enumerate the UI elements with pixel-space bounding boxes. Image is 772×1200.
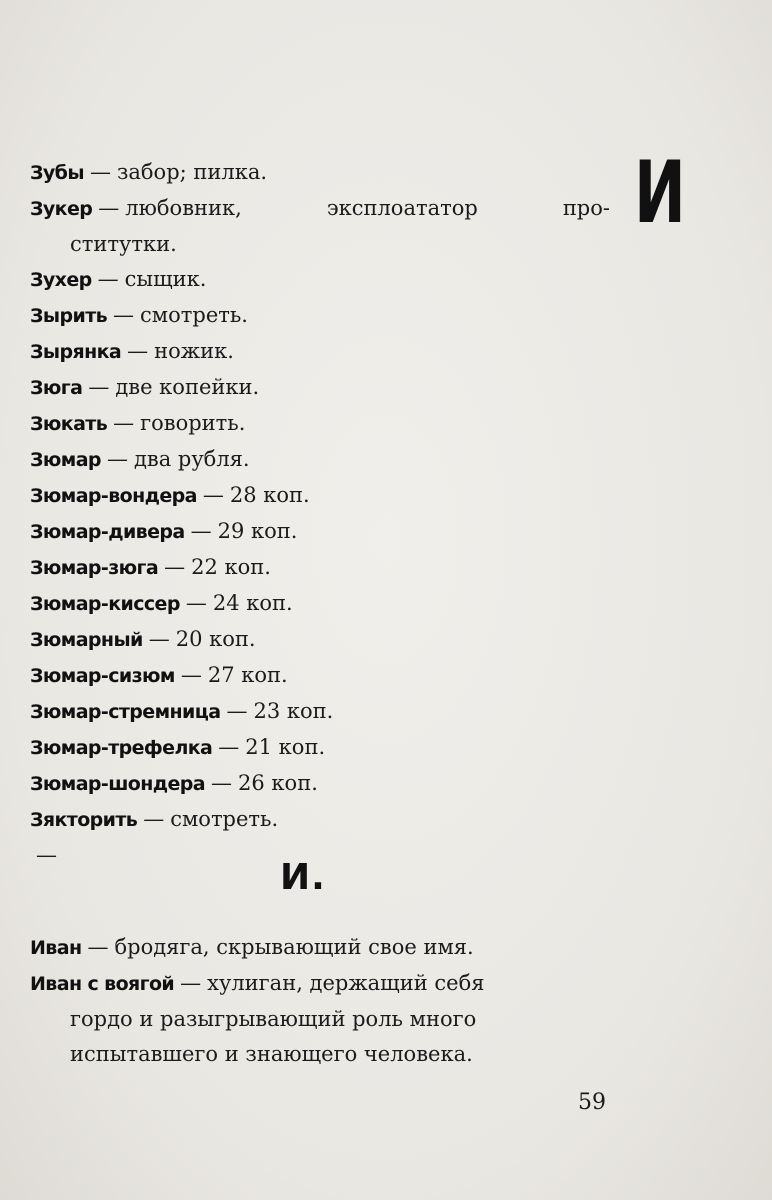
entry-term: Зюкать [30,413,108,435]
entry-term: Зюмар-трефелка [30,737,213,759]
entry-term: Зырить [30,305,108,327]
entry-dash: — [87,935,109,959]
page-number: 59 [578,1090,606,1115]
entry-definition-continued: гордо и разыгрывающий роль много [70,1007,477,1031]
entry-term: Зюмар-вондера [30,485,197,507]
entry-definition: смотреть. [170,807,279,831]
dictionary-entry [30,550,610,586]
entry-term: Зухер [30,269,92,291]
entry-definition: 23 коп. [253,699,334,723]
entry-term: Зякторить [30,809,138,831]
entry-dash: — [143,807,165,831]
dictionary-entries-i [30,930,610,1072]
entry-dash: — [211,771,233,795]
dictionary-entry [30,622,610,658]
entry-term: Зюмар-шондера [30,773,206,795]
entry-definition: 29 коп. [217,519,298,543]
entry-definition: 27 коп. [207,663,288,687]
entry-dash: — [127,339,149,363]
entry-term: Зубы [30,162,84,184]
entry-dash: — [185,591,207,615]
dictionary-entry [30,966,610,1072]
dictionary-entry [30,155,610,191]
section-heading: И. [280,857,326,898]
entry-definition: 20 коп. [175,627,256,651]
entry-definition: два рубля. [133,447,250,471]
entry-dash: — [106,447,128,471]
entry-definition: 24 коп. [212,591,293,615]
entry-dash: — [36,843,57,867]
dictionary-entry [30,658,610,694]
entry-definition: забор; пилка. [116,160,268,184]
dictionary-entry [30,930,610,966]
dictionary-entry [30,406,610,442]
entry-definition: две копейки. [115,375,260,399]
entry-dash: — [226,699,248,723]
entry-dash: — [113,411,135,435]
entry-term: Иван с воягой [30,973,175,995]
dictionary-entry [30,262,610,298]
thumb-index-letter: И [634,143,686,243]
entry-term: Иван [30,937,82,959]
entry-term: Зюга [30,377,83,399]
entry-definition: смотреть. [140,303,248,327]
entry-dash: — [202,483,224,507]
dictionary-entry [30,298,610,334]
entry-dash: — [88,375,110,399]
entry-definition-continued: испытавшего и знающего человека. [70,1042,473,1066]
entry-term: Зюмарный [30,629,143,651]
entry-dash: — [180,971,202,995]
dictionary-entry [30,191,610,262]
entry-term: Зырянка [30,341,122,363]
dictionary-entries-z [30,155,610,874]
entry-dash: — [98,196,120,220]
dictionary-entry [30,334,610,370]
entry-definition: 21 коп. [245,735,326,759]
entry-definition: говорить. [140,411,246,435]
entry-dash: — [218,735,240,759]
dictionary-entry [30,586,610,622]
entry-term: Зюмар-зюга [30,557,159,579]
entry-first-line [30,191,610,227]
entry-dash: — [190,519,212,543]
entry-definition: ножик. [154,339,234,363]
entry-term: Зюмар-сизюм [30,665,175,687]
entry-definition: 26 коп. [238,771,318,795]
entry-definition: 22 коп. [191,555,271,579]
dictionary-entry [30,694,610,730]
entry-definition: бродяга, скрывающий свое имя. [114,935,474,959]
entry-definition: любовник, [125,196,242,220]
entry-term: Зюмар-стремница [30,701,221,723]
dictionary-entry [30,766,610,802]
entry-term: Зюмар [30,449,101,471]
dictionary-entry [30,442,610,478]
dictionary-entry [30,730,610,766]
dictionary-entry [30,370,610,406]
entry-definition: 28 коп. [229,483,310,507]
entry-definition: эксплоататор [326,196,478,220]
entry-dash: — [164,555,186,579]
dictionary-entry [30,514,610,550]
entry-dash: — [180,663,202,687]
entry-definition: про- [562,196,610,220]
entry-dash: — [89,160,111,184]
entry-dash: — [148,627,170,651]
entry-definition: хулиган, держащий себя [207,971,485,995]
entry-term: Зюмар-дивера [30,521,185,543]
entry-term: Зюмар-киссер [30,593,180,615]
dictionary-entry [30,478,610,514]
dictionary-entry [30,802,610,838]
entry-dash: — [97,267,119,291]
entry-definition-continued: ститутки. [70,232,177,256]
entry-dash: — [113,303,135,327]
entry-definition: сыщик. [124,267,207,291]
entry-term: Зукер [30,198,93,220]
